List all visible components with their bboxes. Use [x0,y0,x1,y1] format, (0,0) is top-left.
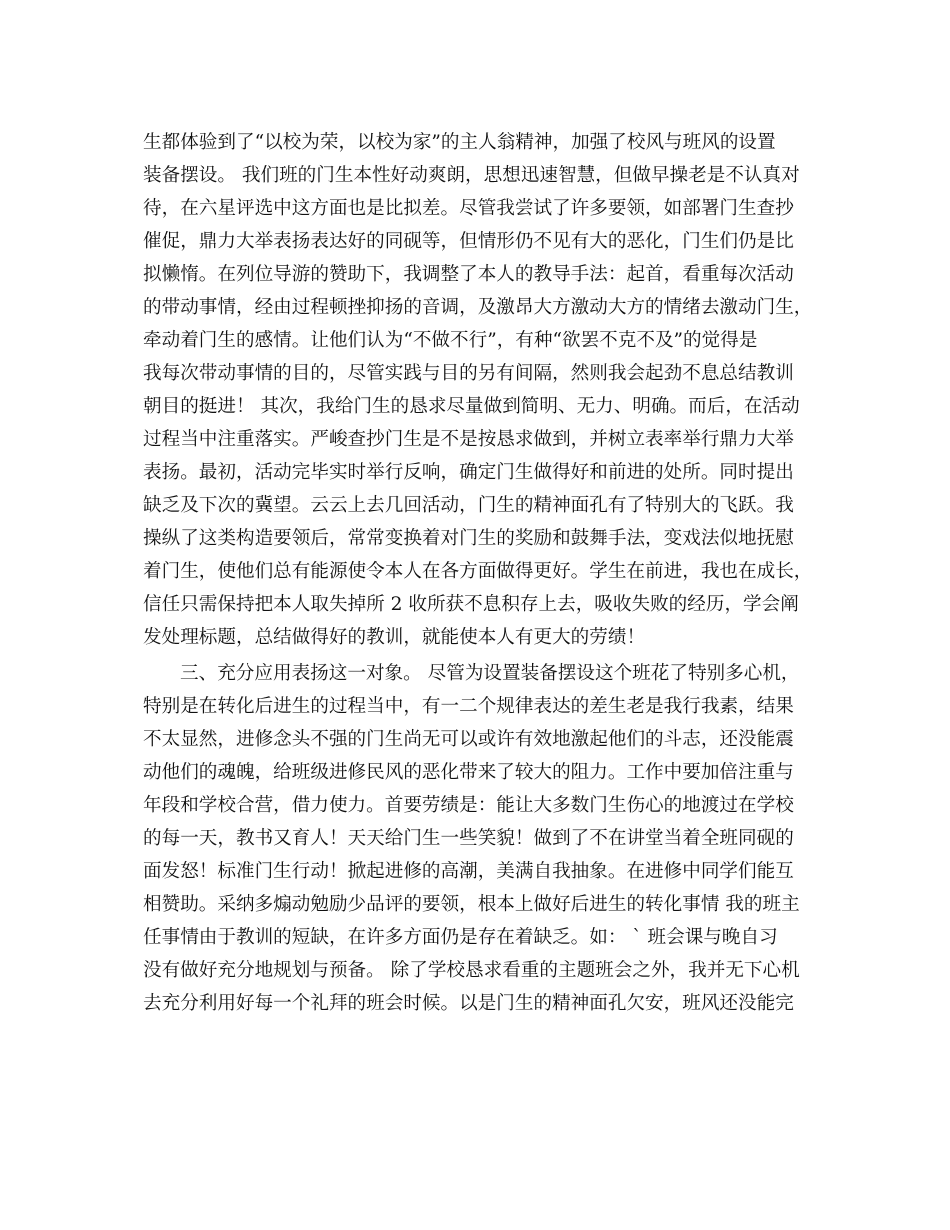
text-line-7: 牵动着门生的感情。让他们认为“不做不行”，有种“欲罢不克不及”的觉得是 [143,330,758,351]
text-line-25: 任事情由于教训的短缺，在许多方面仍是存在着缺乏。如： ` 班会课与晚自习 [143,927,778,948]
text-line-8: 我每次带动事情的目的，尽管实践与目的另有间隔，然则我会起劲不息总结教训 [143,363,794,384]
text-line-27: 去充分利用好每一个礼拜的班会时候。以是门生的精神面孔欠安，班风还没能完 [143,993,794,1014]
text-line-16: 发处理标题，总结做得好的教训，就能使本人有更大的劳绩！ [143,627,646,648]
text-line-1: 生都体验到了“以校为荣，以校为家”的主人翁精神，加强了校风与班风的设置 [143,132,776,153]
text-line-6: 的带动事情，经由过程顿挫抑扬的音调，及激昂大方激动大方的情绪去激动门生， [143,297,813,318]
text-line-3: 待，在六星评选中这方面也是比拟差。尽管我尝试了许多要领，如部署门生查抄 [143,198,794,219]
text-line-18: 特别是在转化后进生的过程当中，有一二个规律表达的差生老是我行我素，结果 [143,696,794,717]
text-line-21: 年段和学校合营，借力使力。首要劳绩是：能让大多数门生伤心的地渡过在学校 [143,795,794,816]
text-line-14: 着门生，使他们总有能源使令本人在各方面做得更好。学生在前进，我也在成长， [143,561,813,582]
text-line-26: 没有做好充分地规划与预备。 除了学校恳求看重的主题班会之外，我并无下心机 [143,960,800,981]
text-line-15: 信任只需保持把本人取失掉所 2 收所获不息积存上去，吸收失败的经历，学会阐 [143,594,799,615]
text-line-12: 缺乏及下次的冀望。云云上去几回活动，门生的精神面孔有了特别大的飞跃。我 [143,495,794,516]
text-line-9: 朝目的挺进！ 其次，我给门生的恳求尽量做到简明、无力、明确。而后，在活动 [143,396,800,417]
text-line-5: 拟懒惰。在列位导游的赞助下，我调整了本人的教导手法：起首，看重每次活动 [143,264,794,285]
text-line-2: 装备摆设。 我们班的门生本性好动爽朗，思想迅速智慧，但做早操老是不认真对 [143,165,800,186]
text-line-23: 面发怒！标准门生行动！掀起进修的高潮，美满自我抽象。在进修中同学们能互 [143,861,794,882]
text-line-10: 过程当中注重落实。严峻查抄门生是不是按恳求做到，并树立表率举行鼎力大举 [143,429,794,450]
text-line-24: 相赞助。采纳多煽动勉励少品评的要领，根本上做好后进生的转化事情 我的班主 [143,894,800,915]
text-line-4: 催促，鼎力大举表扬表达好的同砚等，但情形仍不见有大的恶化，门生们仍是比 [143,231,794,252]
text-line-17: 三、充分应用表扬这一对象。 尽管为设置装备摆设这个班花了特别多心机， [180,663,800,684]
text-line-20: 动他们的魂魄，给班级进修民风的恶化带来了较大的阻力。工作中要加倍注重与 [143,762,794,783]
text-line-19: 不太显然，进修念头不强的门生尚无可以或许有效地激起他们的斗志，还没能震 [143,729,794,750]
text-line-13: 操纵了这类构造要领后，常常变换着对门生的奖励和鼓舞手法，变戏法似地抚慰 [143,528,794,549]
text-line-11: 表扬。最初，活动完毕实时举行反响，确定门生做得好和前进的处所。同时提出 [143,462,794,483]
text-line-22: 的每一天，教书又育人！天天给门生一些笑貌！做到了不在讲堂当着全班同砚的 [143,828,794,849]
